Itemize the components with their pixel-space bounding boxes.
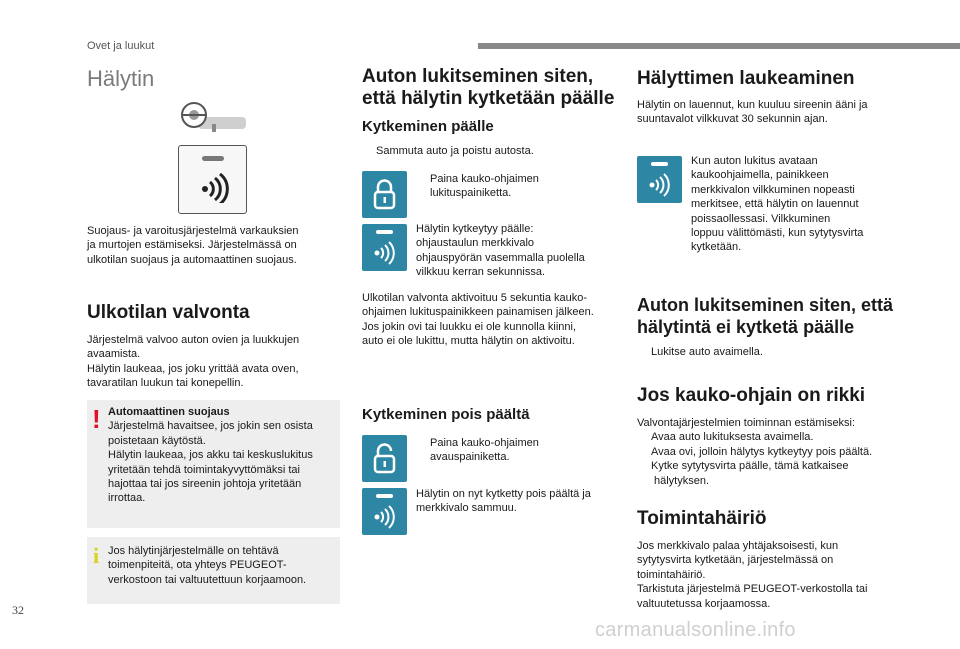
bullet-turn-off: Sammuta auto ja poistu autosta. — [376, 145, 534, 157]
trigger-text: Hälytin on lauennut, kun kuuluu sireenin ääni ja suuntavalot vilkkuvat 30 sekunnin ajan. — [637, 99, 868, 126]
heading-lock-no-alarm: Auton lukitseminen siten, että hälytintä ei kytketä päälle — [637, 295, 894, 337]
remote-unlock-icon — [362, 435, 407, 482]
step-press-lock: Paina kauko-ohjaimen lukituspainiketta. — [430, 173, 539, 200]
activation-paragraph: Ulkotilan valvonta aktivoituu 5 sekuntia kauko- ohjaimen lukituspainikkeen painamisen jälkeen. Jos jokin ovi tai luukku ei ole kunnolla kiinni, auto ei ole lukittu, mutta hälytin on aktivoitu. — [362, 292, 594, 348]
step-alarm-off: Hälytin on nyt kytketty pois päältä ja merkkivalo sammuu. — [416, 488, 591, 515]
info-box: i Jos hälytinjärjestelmälle on tehtävä toimenpiteitä, ota yhteys PEUGEOT- verkostoon tai valtuutettuun korjaamoon. — [87, 537, 340, 604]
dashboard-steering-wheel-icon — [176, 101, 248, 137]
alarm-triggered-icon — [637, 156, 682, 203]
heading-remote-broken: Jos kauko-ohjain on rikki — [637, 385, 866, 406]
watermark: carmanualsonline.info — [595, 619, 796, 641]
step-alarm-on: Hälytin kytkeytyy päälle: ohjaustaulun merkkivalo ohjauspyörän vasemmalla puolella vilkkuu kerran sekunnissa. — [416, 223, 585, 279]
step-press-unlock: Paina kauko-ohjaimen avauspainiketta. — [430, 437, 539, 464]
warning-icon: ! — [92, 404, 101, 434]
alarm-indicator-icon — [362, 224, 407, 271]
heading-alarm-trigger: Hälyttimen laukeaminen — [637, 68, 855, 89]
broken-list: Valvontajärjestelmien toiminnan estämiseksi: Avaa auto lukituksesta avaimella. Avaa ovi, jolloin hälytys kytkeytyy pois päältä. Kytke sytytysvirta päälle, tämä katkaisee hälytyksen. — [637, 417, 873, 487]
trigger-tile-text: Kun auton lukitus avataan kaukoohjaimella, painikkeen merkkivalon vilkkuminen nopeasti merkitsee, että hälytin on lauennut poissaollessasi. Vilkkuminen loppuu välittömästi, kun sytytysvirta kytketään. — [691, 155, 864, 254]
heading-malfunction: Toimintahäiriö — [637, 508, 767, 529]
page-number: 32 — [12, 603, 24, 617]
bullet-lock-with-key: Lukitse auto avaimella. — [651, 346, 763, 358]
heading-activation: Kytkeminen päälle — [362, 118, 494, 135]
heading-deactivation: Kytkeminen pois päältä — [362, 406, 530, 423]
outdoor-text: Järjestelmä valvoo auton ovien ja luukkujen avaamista. Hälytin laukeaa, jos joku yrittää avata oven, tavaratilan luukun tai konepellin. — [87, 334, 300, 390]
remote-lock-icon — [362, 171, 407, 218]
heading-outdoor: Ulkotilan valvonta — [87, 302, 250, 323]
intro-text: Suojaus- ja varoitusjärjestelmä varkauksien ja murtojen estämiseksi. Järjestelmässä on ulkotilan suojaus ja automaattinen suojaus. — [87, 225, 299, 266]
page-title: Hälytin — [87, 66, 155, 91]
info-icon: i — [93, 543, 100, 568]
alarm-indicator-off-icon — [362, 488, 407, 535]
alarm-button-icon — [178, 145, 247, 214]
section-label: Ovet ja luukut — [87, 40, 155, 52]
warning-box: ! Automaattinen suojaus Järjestelmä havaitsee, jos jokin sen osista poistetaan käytöstä. Hälytin laukeaa, jos akku tai keskuslukitus yritetään tehdä toimintakyvyttömäksi tai hajottaa tai jos sireenin johtoja yritetään irrottaa. — [87, 400, 340, 528]
malfunction-text: Jos merkkivalo palaa yhtäjaksoisesti, kun sytytysvirta kytketään, järjestelmässä on toimintahäiriö. Tarkistuta järjestelmä PEUGEOT-verkostolla tai valtuutetussa korjaamossa. — [637, 540, 868, 610]
header-bar — [478, 43, 960, 49]
heading-lock-with-alarm: Auton lukitseminen siten, että hälytin kytketään päälle — [362, 66, 615, 109]
